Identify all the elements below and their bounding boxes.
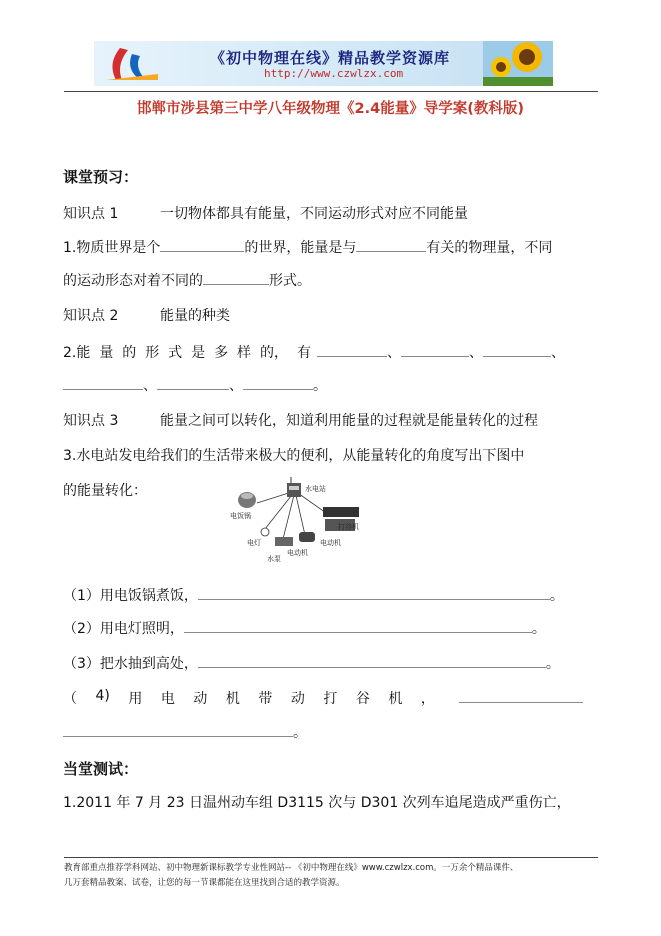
q1-blank-1[interactable] (160, 239, 244, 252)
knowledge-point-1-label: 知识点 1 (63, 206, 119, 222)
question-1-line-2 (63, 270, 311, 290)
q2-separator: 、 (229, 378, 243, 394)
item-4-char: （ (63, 691, 77, 707)
q2-blank-6[interactable] (243, 377, 313, 390)
question-3-item-4-line-1 (63, 688, 583, 708)
q2-spread-text (63, 342, 311, 362)
item-4-char: 用 (128, 691, 143, 707)
q2-char: 有 (296, 345, 311, 361)
q2-separator: 、 (387, 345, 401, 361)
q2-char: 的 (122, 345, 137, 361)
item-4-char: 谷 (355, 691, 370, 707)
q2-char: 形 (145, 345, 160, 361)
q2-blank-3[interactable] (483, 344, 551, 357)
banner-url: http://www.czwlzx.com (264, 67, 404, 80)
q1-text-a: 1.物质世界是个 (63, 240, 161, 256)
document-title: 邯郸市涉县第三中学八年级物理《2.4能量》导学案(教科版) (137, 101, 524, 117)
question-3-item-1 (63, 585, 564, 605)
knowledge-point-3-label: 知识点 3 (63, 413, 119, 429)
item-2-blank[interactable] (184, 620, 532, 633)
item-4-char: 打 (323, 691, 338, 707)
item-4-char: ， (420, 691, 435, 707)
item-3-text: （3）把水抽到高处， (63, 656, 198, 672)
q2-char: 式 (168, 345, 183, 361)
lamp-icon (261, 528, 269, 536)
preview-heading: 课堂预习： (63, 168, 139, 186)
item-3-end: 。 (545, 656, 560, 672)
q2-blank-4[interactable] (63, 377, 143, 390)
item-1-text: （1）用电饭锅煮饭， (63, 588, 198, 604)
q2-char: 是 (191, 345, 206, 361)
q2-char: 样 (237, 345, 252, 361)
q2-char: 多 (214, 345, 229, 361)
q1-blank-3[interactable] (203, 272, 269, 285)
q1-blank-2[interactable] (356, 239, 426, 252)
q2-separator: 、 (469, 345, 483, 361)
banner-title: 《初中物理在线》精品教学资源库 (210, 49, 451, 67)
question-3-item-3 (63, 653, 560, 673)
electric-motor-icon (299, 532, 315, 542)
footer-divider (64, 857, 598, 858)
header-divider (64, 91, 598, 92)
footer-line-1: 教育部重点推荐学科网站、初中物理新课标教学专业性网站-- 《初中物理在线》www.czwlzx.com。一万余个精品课件、 (64, 863, 519, 873)
item-4-char: 机 (225, 691, 240, 707)
question-2-line-2 (63, 375, 327, 395)
water-pump-icon (275, 537, 293, 546)
diagram-label-thresher: 打谷机 (338, 523, 359, 531)
q2-char: 量 (99, 345, 114, 361)
question-3-item-4-line-2 (63, 722, 307, 742)
item-4-char: 带 (258, 691, 273, 707)
item-4-end: 。 (293, 725, 307, 741)
hydropower-station-icon (287, 477, 301, 497)
item-4-char: 4) (95, 688, 110, 704)
q2-blank-1[interactable] (317, 344, 387, 357)
sunflower-icon (483, 41, 553, 86)
q2-separator: 、 (143, 378, 157, 394)
test-question-1: 1.2011 年 7 月 23 日温州动车组 D3115 次与 D301 次列车追尾造成严重伤亡， (63, 795, 571, 811)
q1-text-e: 形式。 (269, 273, 311, 289)
q1-text-c: 有关的物理量，不同 (426, 240, 553, 256)
q1-text-d: 的运动形态对着不同的 (63, 273, 203, 289)
q2-separator: 、 (551, 345, 565, 361)
diagram-label-pump: 水泵 (267, 555, 281, 563)
question-1-line-1 (63, 237, 552, 257)
knowledge-point-2-label: 知识点 2 (63, 308, 119, 324)
item-4-blank-1[interactable] (459, 690, 583, 703)
item-3-blank[interactable] (198, 655, 546, 668)
knowledge-point-1-title: 一切物体都具有能量，不同运动形式对应不同能量 (160, 206, 468, 222)
diagram-label-cooker: 电饭锅 (230, 512, 251, 520)
item-1-end: 。 (549, 588, 564, 604)
header-banner (94, 41, 553, 86)
q2-blank-2[interactable] (401, 344, 469, 357)
item-4-char: 机 (388, 691, 403, 707)
knowledge-point-3-title: 能量之间可以转化，知道利用能量的过程就是能量转化的过程 (160, 413, 538, 429)
footer (64, 861, 598, 891)
item-1-blank[interactable] (198, 587, 550, 600)
knowledge-point-2-title: 能量的种类 (160, 308, 230, 324)
question-3-line-1: 3.水电站发电给我们的生活带来极大的便利，从能量转化的角度写出下图中 (63, 448, 525, 464)
logo-icon (102, 44, 164, 84)
question-3-line-2: 的能量转化： (63, 483, 147, 499)
footer-line-2: 几万套精品教案、试卷，让您的每一节课都能在这里找到合适的教学资源。 (64, 878, 345, 888)
question-2-line-1 (63, 342, 580, 362)
q1-text-b: 的世界，能量是与 (244, 240, 357, 256)
item-4-char: 电 (160, 691, 175, 707)
item-2-end: 。 (531, 621, 546, 637)
item-2-text: （2）用电灯照明， (63, 621, 184, 637)
item-4-spread-text (63, 688, 435, 708)
q2-char: 2.能 (63, 345, 91, 361)
q2-end: 。 (313, 378, 327, 394)
test-heading: 当堂测试： (63, 760, 139, 778)
question-3-item-2 (63, 618, 546, 638)
diagram-label-motor-1: 电动机 (287, 549, 308, 557)
diagram-label-lamp: 电灯 (247, 539, 261, 547)
q2-blank-5[interactable] (157, 377, 229, 390)
item-4-char: 动 (290, 691, 305, 707)
diagram-label-motor-2: 电动机 (320, 539, 341, 547)
rice-cooker-icon (238, 492, 256, 508)
diagram-label-station: 水电站 (305, 485, 326, 493)
energy-diagram (225, 477, 375, 567)
item-4-char: 动 (193, 691, 208, 707)
q2-char: 的， (259, 345, 288, 361)
item-4-blank-2[interactable] (63, 724, 293, 737)
